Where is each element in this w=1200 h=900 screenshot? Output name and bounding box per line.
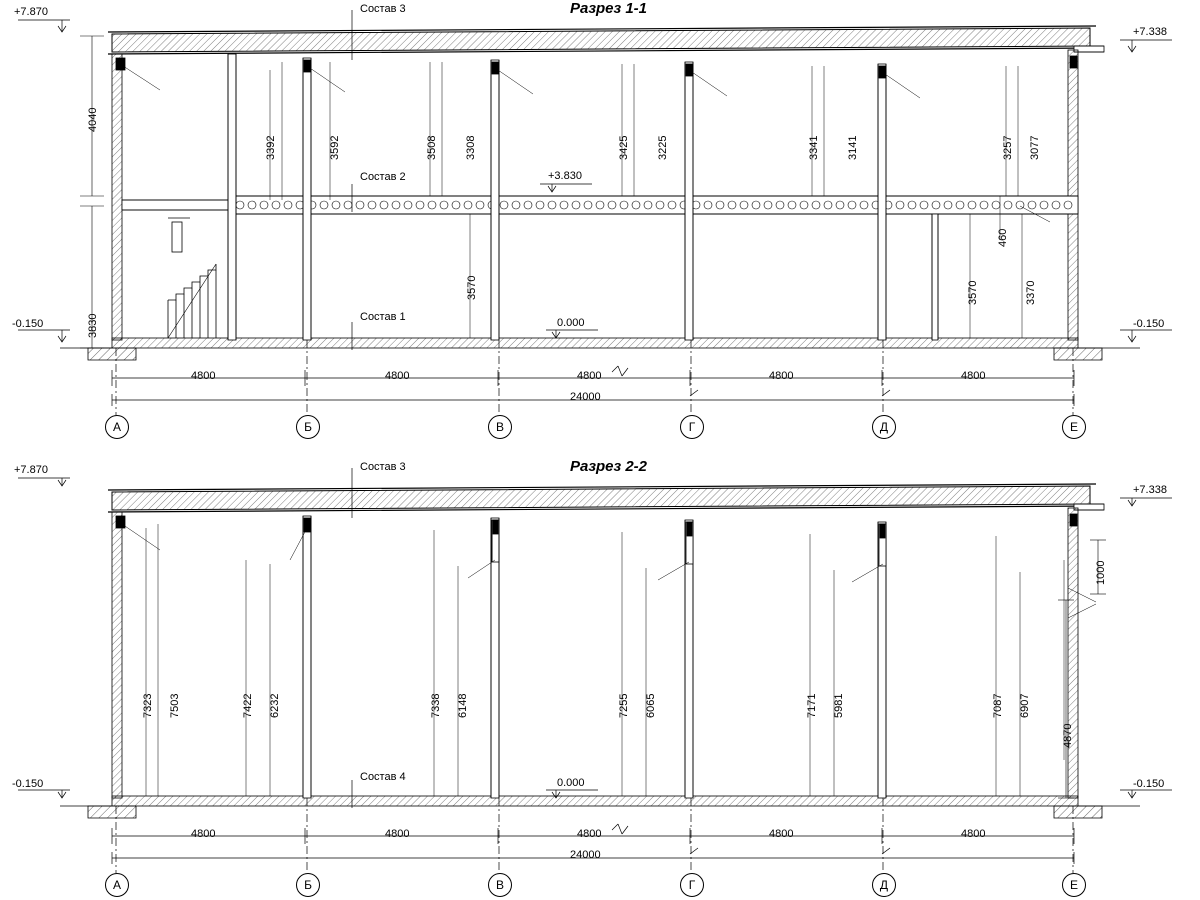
dim-6148: 6148 bbox=[457, 693, 469, 718]
dim-3370: 3370 bbox=[1025, 280, 1037, 305]
level-ground-2: 0.000 bbox=[557, 777, 585, 789]
axis-marker-a-1: А bbox=[105, 415, 129, 439]
composition-label-3-sec1: Состав 3 bbox=[360, 3, 406, 15]
span-dim-2-2: 4800 bbox=[385, 828, 410, 840]
composition-label-3-sec2: Состав 3 bbox=[360, 461, 406, 473]
span-dim-1-2: 4800 bbox=[385, 370, 410, 382]
level-bottom-right-1: -0.150 bbox=[1133, 318, 1165, 330]
section-1-title: Разрез 1-1 bbox=[570, 0, 648, 17]
dim-3225: 3225 bbox=[657, 135, 669, 160]
dim-3257: 3257 bbox=[1002, 135, 1014, 160]
dim-3341: 3341 bbox=[808, 135, 820, 160]
level-ground-1: 0.000 bbox=[557, 317, 585, 329]
level-floor-1: +3.830 bbox=[548, 170, 582, 182]
level-top-left-2: +7.870 bbox=[14, 464, 48, 476]
span-dim-2-1: 4800 bbox=[191, 828, 216, 840]
span-dim-2-4: 4800 bbox=[769, 828, 794, 840]
dim-5981: 5981 bbox=[833, 693, 845, 718]
dim-7087: 7087 bbox=[992, 693, 1004, 718]
dim-7338: 7338 bbox=[430, 693, 442, 718]
axis-marker-g-1: Г bbox=[680, 415, 704, 439]
dim-3077: 3077 bbox=[1029, 135, 1041, 160]
axis-marker-g-2: Г bbox=[680, 873, 704, 897]
dim-1000: 1000 bbox=[1095, 560, 1107, 585]
dim-3425: 3425 bbox=[618, 135, 630, 160]
axis-marker-b-2: Б bbox=[296, 873, 320, 897]
dim-3141: 3141 bbox=[847, 135, 859, 160]
axis-marker-e-1: Е bbox=[1062, 415, 1086, 439]
span-dim-1-1: 4800 bbox=[191, 370, 216, 382]
level-bottom-left-2: -0.150 bbox=[12, 778, 44, 790]
height-dim-4040: 4040 bbox=[87, 107, 99, 132]
dim-7171: 7171 bbox=[806, 693, 818, 718]
span-dim-1-3: 4800 bbox=[577, 370, 602, 382]
total-dim-2: 24000 bbox=[570, 849, 601, 861]
level-bottom-left-1: -0.150 bbox=[12, 318, 44, 330]
dim-3508: 3508 bbox=[426, 135, 438, 160]
composition-label-4-sec2: Состав 4 bbox=[360, 771, 406, 783]
dim-7323: 7323 bbox=[142, 693, 154, 718]
axis-marker-v-1: В bbox=[488, 415, 512, 439]
span-dim-2-5: 4800 bbox=[961, 828, 986, 840]
axis-marker-v-2: В bbox=[488, 873, 512, 897]
span-dim-1-5: 4800 bbox=[961, 370, 986, 382]
dim-460: 460 bbox=[997, 228, 1009, 247]
axis-marker-a-2: А bbox=[105, 873, 129, 897]
total-dim-1: 24000 bbox=[570, 391, 601, 403]
level-top-right-1: +7.338 bbox=[1133, 26, 1167, 38]
axis-marker-e-2: Е bbox=[1062, 873, 1086, 897]
dim-6065: 6065 bbox=[645, 693, 657, 718]
dim-7422: 7422 bbox=[242, 693, 254, 718]
dim-4870: 4870 bbox=[1062, 723, 1074, 748]
composition-label-2-sec1: Состав 2 bbox=[360, 171, 406, 183]
axis-marker-d-1: Д bbox=[872, 415, 896, 439]
dim-3392: 3392 bbox=[265, 135, 277, 160]
dim-3570-b: 3570 bbox=[967, 280, 979, 305]
level-top-right-2: +7.338 bbox=[1133, 484, 1167, 496]
span-dim-2-3: 4800 bbox=[577, 828, 602, 840]
section-2-title: Разрез 2-2 bbox=[570, 458, 648, 475]
dim-6907: 6907 bbox=[1019, 693, 1031, 718]
axis-marker-b-1: Б bbox=[296, 415, 320, 439]
dim-3570-a: 3570 bbox=[466, 275, 478, 300]
level-top-left-1: +7.870 bbox=[14, 6, 48, 18]
axis-marker-d-2: Д bbox=[872, 873, 896, 897]
composition-label-1-sec1: Состав 1 bbox=[360, 311, 406, 323]
level-bottom-right-2: -0.150 bbox=[1133, 778, 1165, 790]
dim-7503: 7503 bbox=[169, 693, 181, 718]
dim-7255: 7255 bbox=[618, 693, 630, 718]
span-dim-1-4: 4800 bbox=[769, 370, 794, 382]
dim-6232: 6232 bbox=[269, 693, 281, 718]
dim-3592: 3592 bbox=[329, 135, 341, 160]
dim-3308: 3308 bbox=[465, 135, 477, 160]
height-dim-3830: 3830 bbox=[87, 313, 99, 338]
